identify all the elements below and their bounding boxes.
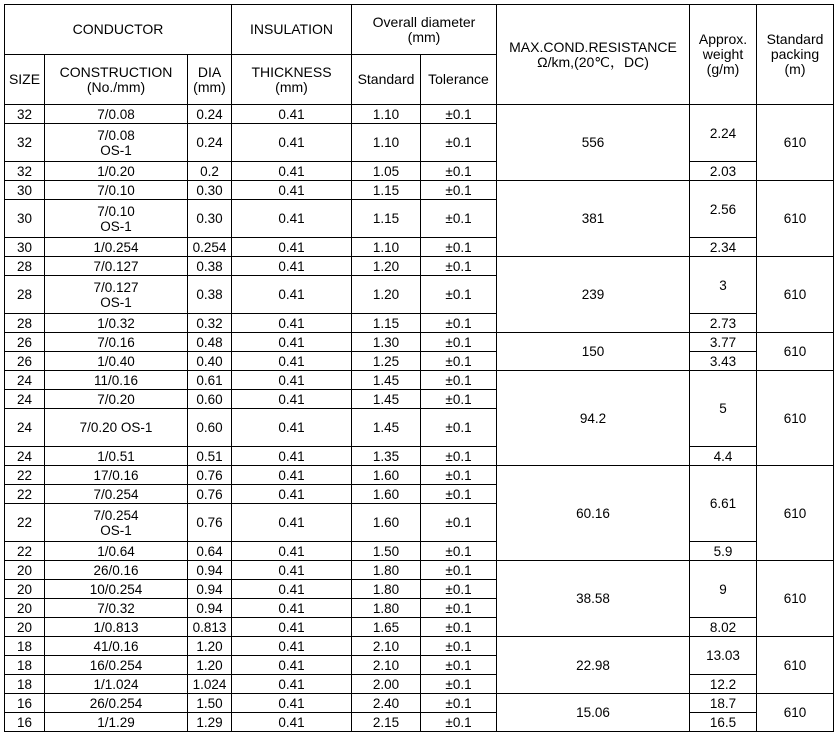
approx-weight-cell: 13.03 (690, 637, 757, 675)
table-row (5, 352, 834, 371)
construction-cell: 7/0.127 OS-1 (45, 276, 188, 314)
max-resistance-cell: 15.06 (497, 694, 690, 732)
construction-cell: 17/0.16 (45, 466, 188, 485)
header-overall-diameter: Overall diameter (mm) (352, 5, 497, 55)
tolerance-cell: ±0.1 (421, 276, 497, 314)
construction-cell: 7/0.20 (45, 390, 188, 409)
tolerance-cell: ±0.1 (421, 466, 497, 485)
standard-diameter-cell: 1.25 (352, 352, 421, 371)
size-cell: 26 (5, 333, 45, 352)
thickness-cell: 0.41 (232, 599, 352, 618)
size-cell: 18 (5, 637, 45, 656)
thickness-cell: 0.41 (232, 580, 352, 599)
thickness-cell: 0.41 (232, 352, 352, 371)
standard-diameter-cell: 1.05 (352, 162, 421, 181)
dia-cell: 0.48 (188, 333, 232, 352)
dia-cell: 0.94 (188, 561, 232, 580)
table-body (5, 105, 834, 732)
tolerance-cell: ±0.1 (421, 580, 497, 599)
approx-weight-cell: 8.02 (690, 618, 757, 637)
tolerance-cell: ±0.1 (421, 637, 497, 656)
standard-diameter-cell: 1.15 (352, 181, 421, 200)
table-row (5, 257, 834, 276)
construction-cell: 1/0.254 (45, 238, 188, 257)
size-cell: 16 (5, 694, 45, 713)
table-row (5, 618, 834, 637)
tolerance-cell: ±0.1 (421, 694, 497, 713)
thickness-cell: 0.41 (232, 409, 352, 447)
size-cell: 32 (5, 105, 45, 124)
construction-cell: 1/1.29 (45, 713, 188, 732)
thickness-cell: 0.41 (232, 276, 352, 314)
size-cell: 24 (5, 371, 45, 390)
standard-diameter-cell: 1.10 (352, 124, 421, 162)
thickness-cell: 0.41 (232, 675, 352, 694)
construction-cell: 7/0.254 OS-1 (45, 504, 188, 542)
tolerance-cell: ±0.1 (421, 447, 497, 466)
size-cell: 24 (5, 409, 45, 447)
construction-cell: 16/0.254 (45, 656, 188, 675)
construction-cell: 7/0.10 (45, 181, 188, 200)
dia-cell: 0.24 (188, 105, 232, 124)
dia-cell: 0.30 (188, 200, 232, 238)
dia-cell: 0.813 (188, 618, 232, 637)
dia-cell: 0.76 (188, 504, 232, 542)
construction-cell: 7/0.20 OS-1 (45, 409, 188, 447)
standard-diameter-cell: 1.10 (352, 105, 421, 124)
size-cell: 16 (5, 713, 45, 732)
tolerance-cell: ±0.1 (421, 333, 497, 352)
wire-spec-table-container (4, 4, 834, 732)
tolerance-cell: ±0.1 (421, 599, 497, 618)
thickness-cell: 0.41 (232, 124, 352, 162)
thickness-cell: 0.41 (232, 447, 352, 466)
dia-cell: 0.61 (188, 371, 232, 390)
approx-weight-cell: 3.77 (690, 333, 757, 352)
header-row-top (5, 5, 834, 55)
max-resistance-cell: 22.98 (497, 637, 690, 694)
standard-diameter-cell: 1.50 (352, 542, 421, 561)
dia-cell: 0.51 (188, 447, 232, 466)
thickness-cell: 0.41 (232, 656, 352, 675)
header-size: SIZE (5, 55, 45, 105)
thickness-cell: 0.41 (232, 694, 352, 713)
standard-packing-cell: 610 (757, 637, 834, 694)
size-cell: 20 (5, 561, 45, 580)
size-cell: 22 (5, 542, 45, 561)
thickness-cell: 0.41 (232, 713, 352, 732)
standard-diameter-cell: 2.10 (352, 637, 421, 656)
dia-cell: 0.94 (188, 599, 232, 618)
standard-diameter-cell: 1.45 (352, 371, 421, 390)
table-row (5, 675, 834, 694)
tolerance-cell: ±0.1 (421, 124, 497, 162)
tolerance-cell: ±0.1 (421, 409, 497, 447)
construction-cell: 1/0.40 (45, 352, 188, 371)
thickness-cell: 0.41 (232, 105, 352, 124)
construction-cell: 26/0.16 (45, 561, 188, 580)
size-cell: 28 (5, 276, 45, 314)
size-cell: 22 (5, 504, 45, 542)
size-cell: 30 (5, 181, 45, 200)
size-cell: 24 (5, 447, 45, 466)
tolerance-cell: ±0.1 (421, 504, 497, 542)
size-cell: 20 (5, 580, 45, 599)
construction-cell: 7/0.32 (45, 599, 188, 618)
dia-cell: 0.38 (188, 276, 232, 314)
construction-cell: 11/0.16 (45, 371, 188, 390)
thickness-cell: 0.41 (232, 485, 352, 504)
standard-diameter-cell: 1.80 (352, 599, 421, 618)
thickness-cell: 0.41 (232, 181, 352, 200)
standard-packing-cell: 610 (757, 181, 834, 257)
standard-diameter-cell: 2.15 (352, 713, 421, 732)
standard-diameter-cell: 1.80 (352, 580, 421, 599)
construction-cell: 1/0.32 (45, 314, 188, 333)
approx-weight-cell: 6.61 (690, 466, 757, 542)
standard-diameter-cell: 1.45 (352, 409, 421, 447)
header-construction: CONSTRUCTION (No./mm) (45, 55, 188, 105)
max-resistance-cell: 94.2 (497, 371, 690, 466)
table-row (5, 371, 834, 390)
header-dia: DIA (mm) (188, 55, 232, 105)
tolerance-cell: ±0.1 (421, 200, 497, 238)
standard-packing-cell: 610 (757, 561, 834, 637)
table-row (5, 542, 834, 561)
approx-weight-cell: 2.24 (690, 105, 757, 162)
standard-diameter-cell: 1.60 (352, 485, 421, 504)
approx-weight-cell: 4.4 (690, 447, 757, 466)
approx-weight-cell: 2.03 (690, 162, 757, 181)
dia-cell: 0.38 (188, 257, 232, 276)
construction-cell: 7/0.16 (45, 333, 188, 352)
approx-weight-cell: 2.34 (690, 238, 757, 257)
standard-packing-cell: 610 (757, 466, 834, 561)
table-row (5, 713, 834, 732)
construction-cell: 7/0.08 OS-1 (45, 124, 188, 162)
thickness-cell: 0.41 (232, 637, 352, 656)
table-row (5, 238, 834, 257)
thickness-cell: 0.41 (232, 542, 352, 561)
tolerance-cell: ±0.1 (421, 618, 497, 637)
table-row (5, 466, 834, 485)
standard-diameter-cell: 1.20 (352, 276, 421, 314)
tolerance-cell: ±0.1 (421, 390, 497, 409)
dia-cell: 1.20 (188, 637, 232, 656)
dia-cell: 0.254 (188, 238, 232, 257)
standard-packing-cell: 610 (757, 694, 834, 732)
construction-cell: 10/0.254 (45, 580, 188, 599)
table-row (5, 333, 834, 352)
size-cell: 18 (5, 675, 45, 694)
size-cell: 28 (5, 314, 45, 333)
tolerance-cell: ±0.1 (421, 542, 497, 561)
thickness-cell: 0.41 (232, 466, 352, 485)
thickness-cell: 0.41 (232, 333, 352, 352)
standard-diameter-cell: 2.00 (352, 675, 421, 694)
thickness-cell: 0.41 (232, 200, 352, 238)
standard-packing-cell: 610 (757, 257, 834, 333)
dia-cell: 0.60 (188, 390, 232, 409)
dia-cell: 0.32 (188, 314, 232, 333)
table-row (5, 694, 834, 713)
thickness-cell: 0.41 (232, 257, 352, 276)
max-resistance-cell: 239 (497, 257, 690, 333)
standard-diameter-cell: 1.15 (352, 200, 421, 238)
thickness-cell: 0.41 (232, 390, 352, 409)
dia-cell: 0.76 (188, 466, 232, 485)
thickness-cell: 0.41 (232, 561, 352, 580)
construction-cell: 7/0.08 (45, 105, 188, 124)
approx-weight-cell: 2.73 (690, 314, 757, 333)
approx-weight-cell: 5 (690, 371, 757, 447)
size-cell: 20 (5, 599, 45, 618)
dia-cell: 0.40 (188, 352, 232, 371)
dia-cell: 0.76 (188, 485, 232, 504)
tolerance-cell: ±0.1 (421, 314, 497, 333)
standard-packing-cell: 610 (757, 105, 834, 181)
table-row (5, 181, 834, 200)
tolerance-cell: ±0.1 (421, 371, 497, 390)
size-cell: 18 (5, 656, 45, 675)
header-max-resistance: MAX.COND.RESISTANCE Ω/km,(20℃，DC) (497, 5, 690, 105)
header-insulation: INSULATION (232, 5, 352, 55)
construction-cell: 7/0.10 OS-1 (45, 200, 188, 238)
size-cell: 26 (5, 352, 45, 371)
header-standard: Standard (352, 55, 421, 105)
construction-cell: 7/0.127 (45, 257, 188, 276)
header-standard-packing: Standard packing (m) (757, 5, 834, 105)
standard-diameter-cell: 1.45 (352, 390, 421, 409)
standard-diameter-cell: 2.40 (352, 694, 421, 713)
thickness-cell: 0.41 (232, 162, 352, 181)
header-conductor: CONDUCTOR (5, 5, 232, 55)
thickness-cell: 0.41 (232, 618, 352, 637)
tolerance-cell: ±0.1 (421, 257, 497, 276)
size-cell: 32 (5, 162, 45, 181)
header-approx-weight: Approx. weight (g/m) (690, 5, 757, 105)
standard-diameter-cell: 1.80 (352, 561, 421, 580)
dia-cell: 0.2 (188, 162, 232, 181)
approx-weight-cell: 5.9 (690, 542, 757, 561)
standard-diameter-cell: 1.20 (352, 257, 421, 276)
construction-cell: 1/0.813 (45, 618, 188, 637)
tolerance-cell: ±0.1 (421, 238, 497, 257)
standard-diameter-cell: 1.65 (352, 618, 421, 637)
table-row (5, 561, 834, 580)
tolerance-cell: ±0.1 (421, 162, 497, 181)
max-resistance-cell: 381 (497, 181, 690, 257)
max-resistance-cell: 150 (497, 333, 690, 371)
construction-cell: 1/0.20 (45, 162, 188, 181)
standard-packing-cell: 610 (757, 333, 834, 371)
approx-weight-cell: 12.2 (690, 675, 757, 694)
thickness-cell: 0.41 (232, 371, 352, 390)
thickness-cell: 0.41 (232, 504, 352, 542)
table-row (5, 162, 834, 181)
standard-diameter-cell: 1.60 (352, 504, 421, 542)
table-row (5, 637, 834, 656)
approx-weight-cell: 2.56 (690, 181, 757, 238)
approx-weight-cell: 3.43 (690, 352, 757, 371)
max-resistance-cell: 38.58 (497, 561, 690, 637)
wire-spec-table (4, 4, 834, 732)
size-cell: 28 (5, 257, 45, 276)
approx-weight-cell: 18.7 (690, 694, 757, 713)
standard-diameter-cell: 1.30 (352, 333, 421, 352)
dia-cell: 0.30 (188, 181, 232, 200)
tolerance-cell: ±0.1 (421, 675, 497, 694)
thickness-cell: 0.41 (232, 238, 352, 257)
dia-cell: 1.024 (188, 675, 232, 694)
table-row (5, 314, 834, 333)
approx-weight-cell: 3 (690, 257, 757, 314)
tolerance-cell: ±0.1 (421, 656, 497, 675)
approx-weight-cell: 16.5 (690, 713, 757, 732)
dia-cell: 0.64 (188, 542, 232, 561)
construction-cell: 1/0.64 (45, 542, 188, 561)
table-row (5, 447, 834, 466)
size-cell: 24 (5, 390, 45, 409)
standard-diameter-cell: 1.15 (352, 314, 421, 333)
dia-cell: 1.20 (188, 656, 232, 675)
construction-cell: 1/0.51 (45, 447, 188, 466)
max-resistance-cell: 556 (497, 105, 690, 181)
size-cell: 22 (5, 485, 45, 504)
standard-packing-cell: 610 (757, 371, 834, 466)
size-cell: 30 (5, 200, 45, 238)
dia-cell: 0.94 (188, 580, 232, 599)
tolerance-cell: ±0.1 (421, 485, 497, 504)
header-tolerance: Tolerance (421, 55, 497, 105)
standard-diameter-cell: 2.10 (352, 656, 421, 675)
thickness-cell: 0.41 (232, 314, 352, 333)
approx-weight-cell: 9 (690, 561, 757, 618)
tolerance-cell: ±0.1 (421, 352, 497, 371)
size-cell: 32 (5, 124, 45, 162)
tolerance-cell: ±0.1 (421, 181, 497, 200)
header-thickness: THICKNESS (mm) (232, 55, 352, 105)
tolerance-cell: ±0.1 (421, 561, 497, 580)
dia-cell: 1.29 (188, 713, 232, 732)
construction-cell: 1/1.024 (45, 675, 188, 694)
table-row (5, 105, 834, 124)
tolerance-cell: ±0.1 (421, 713, 497, 732)
standard-diameter-cell: 1.35 (352, 447, 421, 466)
tolerance-cell: ±0.1 (421, 105, 497, 124)
dia-cell: 1.50 (188, 694, 232, 713)
standard-diameter-cell: 1.60 (352, 466, 421, 485)
dia-cell: 0.24 (188, 124, 232, 162)
dia-cell: 0.60 (188, 409, 232, 447)
size-cell: 22 (5, 466, 45, 485)
size-cell: 20 (5, 618, 45, 637)
max-resistance-cell: 60.16 (497, 466, 690, 561)
standard-diameter-cell: 1.10 (352, 238, 421, 257)
construction-cell: 7/0.254 (45, 485, 188, 504)
size-cell: 30 (5, 238, 45, 257)
construction-cell: 41/0.16 (45, 637, 188, 656)
construction-cell: 26/0.254 (45, 694, 188, 713)
